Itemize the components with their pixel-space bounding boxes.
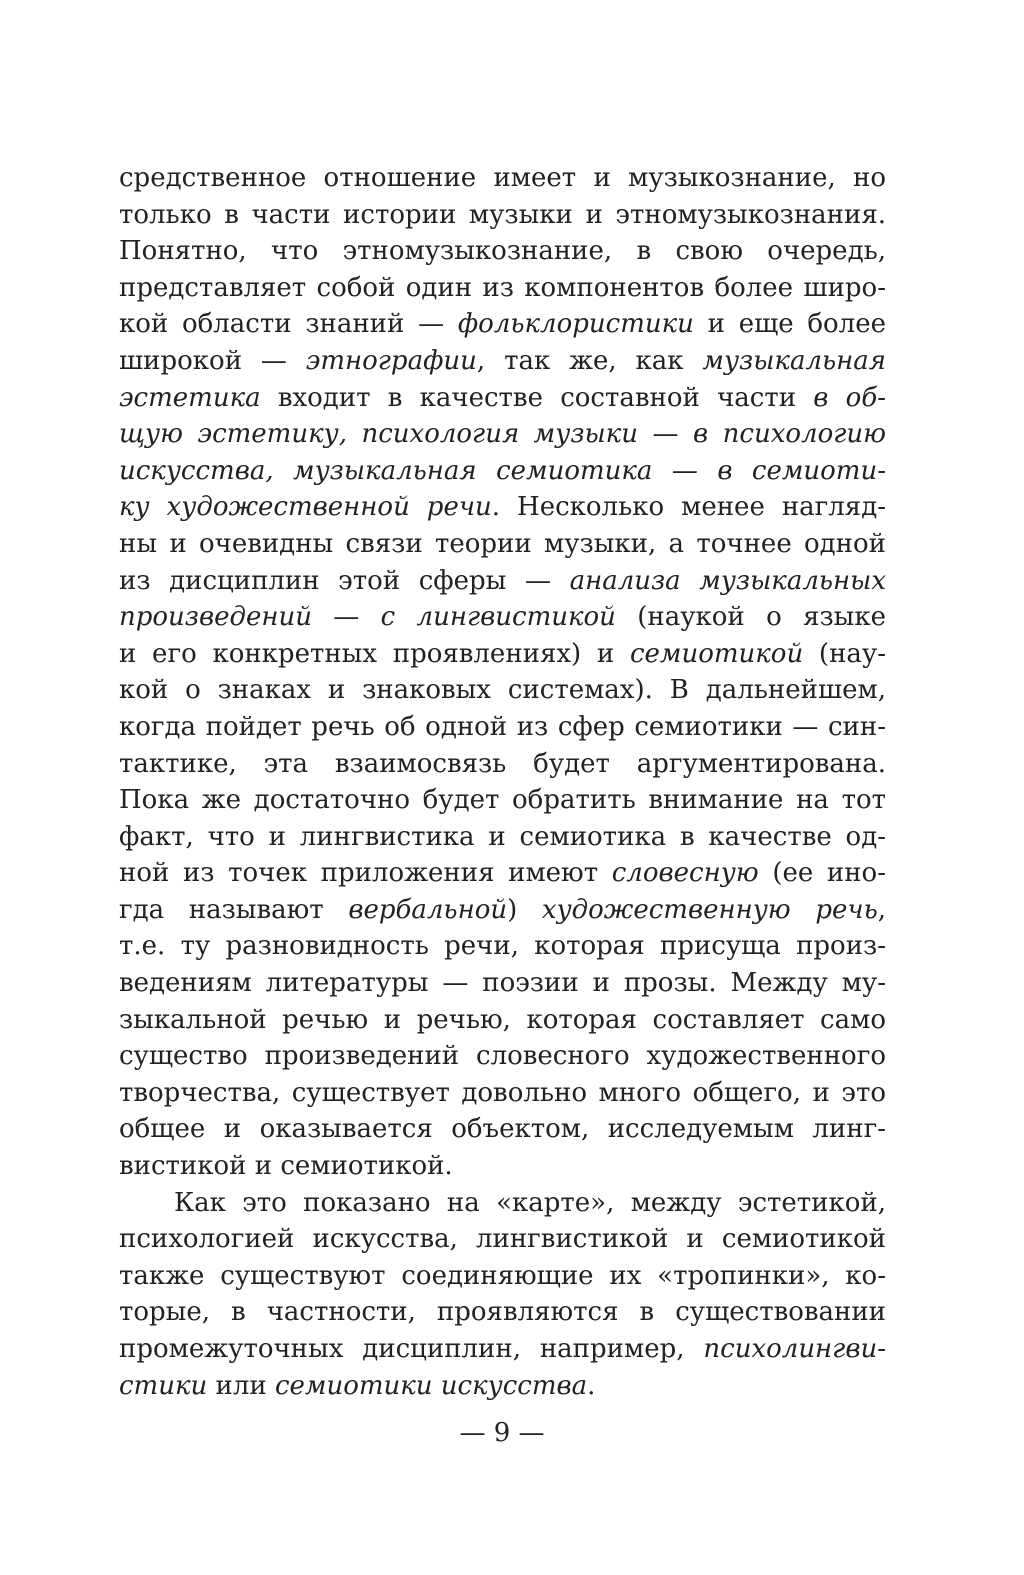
text-line [119, 672, 886, 709]
text-run: представляет собой один из компонентов более широ- [119, 272, 886, 303]
text-run: Понятно, что этномузыкознание, в свою очередь, [119, 236, 886, 267]
text-line [119, 1221, 886, 1258]
text-line [119, 1002, 886, 1039]
italic-text: стики [119, 1370, 208, 1401]
text-run: факт, что и лингвистика и семиотика в качестве од- [119, 821, 886, 852]
text-line [119, 380, 886, 417]
text-run: . [587, 1370, 596, 1401]
text-run: существо произведений словесного художественного [119, 1041, 886, 1072]
text-run: Пока же достаточно будет обратить внимание на тот [119, 785, 886, 816]
text-line [119, 1075, 886, 1112]
text-run: т.е. ту разновидность речи, которая присуща произ- [119, 931, 886, 962]
page-number: — 9 — [459, 1418, 545, 1448]
text-run: (нау- [803, 638, 886, 669]
text-run: средственное отношение имеет и музыкознание, но [119, 163, 886, 193]
italic-text: щую эстетику, психология музыки — в психологию [119, 419, 886, 450]
text-line [119, 160, 886, 197]
italic-text: эстетика [119, 382, 261, 413]
text-line [119, 1111, 886, 1148]
text-line [119, 270, 886, 307]
text-run: и еще более [693, 309, 886, 340]
text-line [119, 599, 886, 636]
text-line [119, 526, 886, 563]
italic-text: семиотики искусства [274, 1370, 588, 1401]
italic-text: этнографии [305, 345, 477, 376]
italic-text: искусства, музыкальная семиотика — в семиоти- [119, 455, 886, 486]
text-run: , так же, как [476, 345, 703, 376]
text-run: творчества, существует довольно много общего, и это [119, 1077, 886, 1108]
text-run: торые, в частности, проявляются в существовании [119, 1297, 886, 1328]
text-run: ны и очевидны связи теории музыки, а точнее одной [119, 528, 886, 559]
paragraph [119, 1185, 886, 1405]
text-line [119, 892, 886, 929]
text-line [119, 1185, 886, 1222]
text-run: ной из точек приложения имеют [119, 858, 612, 889]
text-run: зыкальной речью и речью, которая составляет само [119, 1004, 886, 1035]
text-line [119, 1294, 886, 1331]
text-line [119, 563, 886, 600]
text-run: общее и оказывается объектом, исследуемым линг- [119, 1114, 886, 1145]
text-line [119, 489, 886, 526]
body-text [119, 160, 886, 1404]
italic-text: в об- [813, 382, 886, 413]
text-line [119, 636, 886, 673]
text-line [119, 928, 886, 965]
text-line [119, 709, 886, 746]
italic-text: художественную речь [541, 894, 878, 925]
text-run: тактике, эта взаимосвязь будет аргументирована. [119, 748, 886, 779]
italic-text: вербальной [348, 894, 508, 925]
text-run: вистикой и семиотикой. [119, 1151, 453, 1182]
text-line [119, 965, 886, 1002]
italic-text: фольклористики [457, 309, 694, 340]
text-run: только в части истории музыки и этномузыкознания. [119, 199, 886, 230]
italic-text: анализа музыкальных [569, 565, 886, 596]
italic-text: ку художественной речи [119, 492, 492, 523]
text-line [119, 233, 886, 270]
text-run: промежуточных дисциплин, например, [119, 1334, 704, 1364]
italic-text: семиотикой [629, 638, 804, 669]
text-run: Как это показано на «карте», между эстетикой, [174, 1187, 886, 1218]
text-run: или [207, 1370, 275, 1401]
text-run: широкой — [119, 345, 306, 376]
italic-text: произведений — с лингвистикой [119, 602, 616, 633]
text-run: (наукой о языке [615, 602, 886, 633]
text-line [119, 343, 886, 380]
text-run: также существуют соединяющие их «тропинки», ко- [119, 1260, 886, 1291]
text-line [119, 306, 886, 343]
text-line [119, 746, 886, 783]
text-run: когда пойдет речь об одной из сфер семиотики — син- [119, 711, 886, 742]
text-run: кой о знаках и знаковых системах). В дальнейшем, [119, 675, 886, 706]
text-line [119, 1258, 886, 1295]
text-run: (ее ино- [758, 858, 886, 889]
text-line [119, 1148, 886, 1185]
text-run: из дисциплин этой сферы — [119, 565, 570, 596]
text-run: и его конкретных проявлениях) и [119, 638, 630, 669]
text-run: ведениям литературы — поэзии и прозы. Между му- [119, 968, 886, 999]
italic-text: словесную [611, 858, 759, 889]
text-line [119, 855, 886, 892]
text-line [119, 416, 886, 453]
paragraph [119, 160, 886, 1185]
text-run: кой области знаний — [119, 309, 458, 340]
italic-text: музыкальная [702, 345, 886, 376]
text-line [119, 1368, 886, 1405]
text-run: гда называют [119, 894, 349, 925]
text-line [119, 197, 886, 234]
italic-text: психолингви- [703, 1334, 886, 1364]
text-run: ) [507, 894, 542, 925]
text-line [119, 1331, 886, 1368]
text-run: . Несколько менее нагляд- [491, 492, 886, 523]
text-run: психологией искусства, лингвистикой и семиотикой [119, 1224, 886, 1255]
text-run: входит в качестве составной части [260, 382, 814, 413]
text-line [119, 1038, 886, 1075]
text-run: , [877, 894, 886, 925]
text-line [119, 453, 886, 490]
text-line [119, 819, 886, 856]
text-line [119, 782, 886, 819]
